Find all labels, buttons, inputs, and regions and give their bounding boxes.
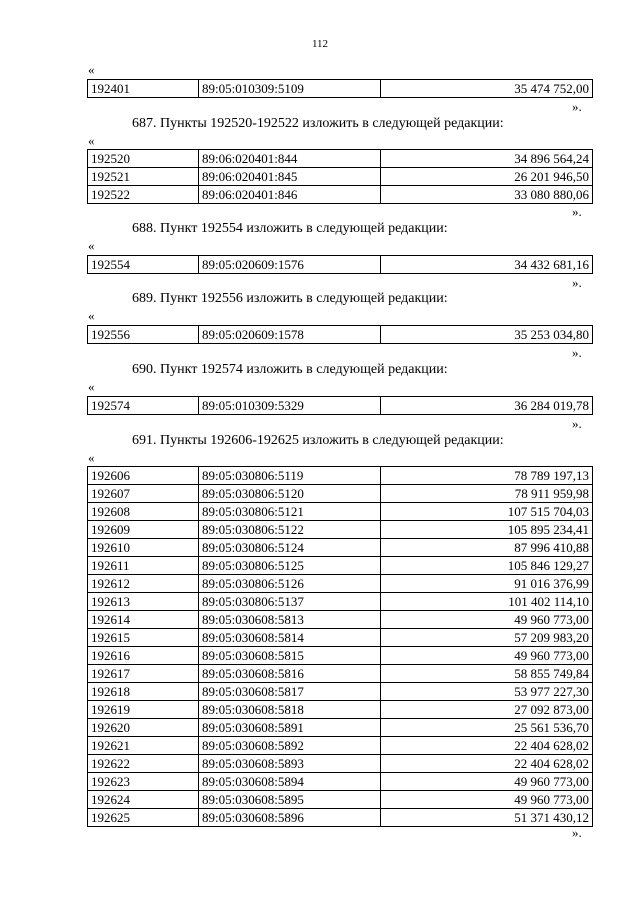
cell-id: 192554: [88, 256, 199, 274]
close-quote: ».: [572, 204, 582, 219]
cell-id: 192607: [88, 485, 199, 503]
table-row: [88, 397, 593, 415]
cell-id: 192606: [88, 467, 199, 485]
cell-id: 192619: [88, 701, 199, 719]
cell-cadastral-number: 89:05:030608:5895: [199, 791, 381, 809]
table-row: [88, 256, 593, 274]
cell-value: 36 284 019,78: [381, 397, 593, 415]
cell-cadastral-number: 89:05:030608:5892: [199, 737, 381, 755]
close-quote: ».: [572, 416, 582, 431]
cell-value: 105 846 129,27: [381, 557, 593, 575]
cell-value: 53 977 227,30: [381, 683, 593, 701]
table-row: [88, 485, 593, 503]
cell-value: 35 474 752,00: [381, 80, 593, 98]
table-row: [88, 521, 593, 539]
cell-cadastral-number: 89:05:030806:5124: [199, 539, 381, 557]
table-row: [88, 629, 593, 647]
cell-value: 33 080 880,06: [381, 186, 593, 204]
cell-cadastral-number: 89:05:030608:5817: [199, 683, 381, 701]
cell-id: 192522: [88, 186, 199, 204]
table-row: [88, 755, 593, 773]
table-row: [88, 168, 593, 186]
cell-value: 49 960 773,00: [381, 791, 593, 809]
cell-cadastral-number: 89:06:020401:846: [199, 186, 381, 204]
cell-value: 49 960 773,00: [381, 647, 593, 665]
close-quote: ».: [572, 345, 582, 360]
table-row: [88, 683, 593, 701]
cell-id: 192618: [88, 683, 199, 701]
cell-cadastral-number: 89:05:030806:5137: [199, 593, 381, 611]
table-row: [88, 186, 593, 204]
cell-id: 192621: [88, 737, 199, 755]
table-row: [88, 80, 593, 98]
open-quote: «: [88, 450, 95, 465]
cell-id: 192521: [88, 168, 199, 186]
block-2-table: [87, 255, 593, 274]
cell-id: 192620: [88, 719, 199, 737]
cell-value: 101 402 114,10: [381, 593, 593, 611]
heading-688: 688. Пункт 192554 изложить в следующей редакции:: [132, 221, 448, 236]
cell-cadastral-number: 89:05:030608:5893: [199, 755, 381, 773]
cell-cadastral-number: 89:05:030608:5813: [199, 611, 381, 629]
cell-cadastral-number: 89:05:030608:5894: [199, 773, 381, 791]
heading-687: 687. Пункты 192520-192522 изложить в следующей редакции:: [132, 116, 504, 131]
cell-id: 192574: [88, 397, 199, 415]
heading-690: 690. Пункт 192574 изложить в следующей редакции:: [132, 362, 448, 377]
cell-value: 22 404 628,02: [381, 737, 593, 755]
cell-value: 87 996 410,88: [381, 539, 593, 557]
cell-value: 26 201 946,50: [381, 168, 593, 186]
table-row: [88, 539, 593, 557]
cell-value: 51 371 430,12: [381, 809, 593, 827]
table-row: [88, 611, 593, 629]
cell-id: 192608: [88, 503, 199, 521]
cell-cadastral-number: 89:05:020609:1576: [199, 256, 381, 274]
cell-value: 35 253 034,80: [381, 326, 593, 344]
table-row: [88, 593, 593, 611]
cell-id: 192613: [88, 593, 199, 611]
cell-id: 192610: [88, 539, 199, 557]
cell-cadastral-number: 89:05:030608:5818: [199, 701, 381, 719]
cell-value: 78 911 959,98: [381, 485, 593, 503]
cell-value: 91 016 376,99: [381, 575, 593, 593]
block-4-rows: [88, 397, 593, 415]
open-quote: «: [88, 379, 95, 394]
cell-cadastral-number: 89:05:030806:5122: [199, 521, 381, 539]
cell-cadastral-number: 89:05:010309:5329: [199, 397, 381, 415]
block-5-rows: [88, 467, 593, 827]
block-5-table: [87, 466, 593, 827]
cell-id: 192401: [88, 80, 199, 98]
cell-cadastral-number: 89:05:030806:5121: [199, 503, 381, 521]
cell-cadastral-number: 89:06:020401:845: [199, 168, 381, 186]
table-row: [88, 719, 593, 737]
cell-value: 105 895 234,41: [381, 521, 593, 539]
table-row: [88, 647, 593, 665]
table-row: [88, 809, 593, 827]
cell-value: 25 561 536,70: [381, 719, 593, 737]
table-row: [88, 737, 593, 755]
cell-id: 192624: [88, 791, 199, 809]
cell-cadastral-number: 89:05:020609:1578: [199, 326, 381, 344]
cell-cadastral-number: 89:06:020401:844: [199, 150, 381, 168]
cell-value: 49 960 773,00: [381, 611, 593, 629]
table-row: [88, 575, 593, 593]
cell-value: 22 404 628,02: [381, 755, 593, 773]
table-row: [88, 791, 593, 809]
cell-id: 192611: [88, 557, 199, 575]
cell-id: 192616: [88, 647, 199, 665]
cell-value: 34 896 564,24: [381, 150, 593, 168]
cell-value: 78 789 197,13: [381, 467, 593, 485]
table-row: [88, 150, 593, 168]
cell-id: 192520: [88, 150, 199, 168]
block-3-table: [87, 325, 593, 344]
cell-id: 192609: [88, 521, 199, 539]
cell-value: 107 515 704,03: [381, 503, 593, 521]
cell-value: 58 855 749,84: [381, 665, 593, 683]
open-quote: «: [88, 238, 95, 253]
cell-cadastral-number: 89:05:030608:5814: [199, 629, 381, 647]
table-row: [88, 773, 593, 791]
table-row: [88, 326, 593, 344]
cell-id: 192556: [88, 326, 199, 344]
cell-cadastral-number: 89:05:030608:5891: [199, 719, 381, 737]
cell-cadastral-number: 89:05:030608:5816: [199, 665, 381, 683]
block-1-table: [87, 149, 593, 204]
block-4-table: [87, 396, 593, 415]
table-row: [88, 557, 593, 575]
page-number: 112: [311, 38, 329, 50]
block-0-table: [87, 79, 593, 98]
table-row: [88, 701, 593, 719]
cell-value: 34 432 681,16: [381, 256, 593, 274]
cell-id: 192614: [88, 611, 199, 629]
close-quote: ».: [572, 275, 582, 290]
block-0-rows: [88, 80, 593, 98]
cell-value: 27 092 873,00: [381, 701, 593, 719]
open-quote: «: [88, 308, 95, 323]
cell-value: 49 960 773,00: [381, 773, 593, 791]
cell-cadastral-number: 89:05:030806:5120: [199, 485, 381, 503]
table-row: [88, 467, 593, 485]
cell-id: 192612: [88, 575, 199, 593]
block-3-rows: [88, 326, 593, 344]
cell-id: 192623: [88, 773, 199, 791]
cell-cadastral-number: 89:05:030608:5896: [199, 809, 381, 827]
open-quote: «: [88, 133, 95, 148]
cell-cadastral-number: 89:05:030806:5119: [199, 467, 381, 485]
heading-691: 691. Пункты 192606-192625 изложить в следующей редакции:: [132, 433, 504, 448]
cell-id: 192617: [88, 665, 199, 683]
cell-id: 192615: [88, 629, 199, 647]
cell-cadastral-number: 89:05:030806:5125: [199, 557, 381, 575]
cell-cadastral-number: 89:05:010309:5109: [199, 80, 381, 98]
cell-cadastral-number: 89:05:030806:5126: [199, 575, 381, 593]
cell-id: 192625: [88, 809, 199, 827]
cell-id: 192622: [88, 755, 199, 773]
heading-689: 689. Пункт 192556 изложить в следующей редакции:: [132, 291, 448, 306]
cell-value: 57 209 983,20: [381, 629, 593, 647]
block-1-rows: [88, 150, 593, 204]
table-row: [88, 665, 593, 683]
block-2-rows: [88, 256, 593, 274]
close-quote: ».: [572, 825, 582, 840]
open-quote: «: [88, 62, 95, 77]
table-row: [88, 503, 593, 521]
close-quote: ».: [572, 99, 582, 114]
cell-cadastral-number: 89:05:030608:5815: [199, 647, 381, 665]
